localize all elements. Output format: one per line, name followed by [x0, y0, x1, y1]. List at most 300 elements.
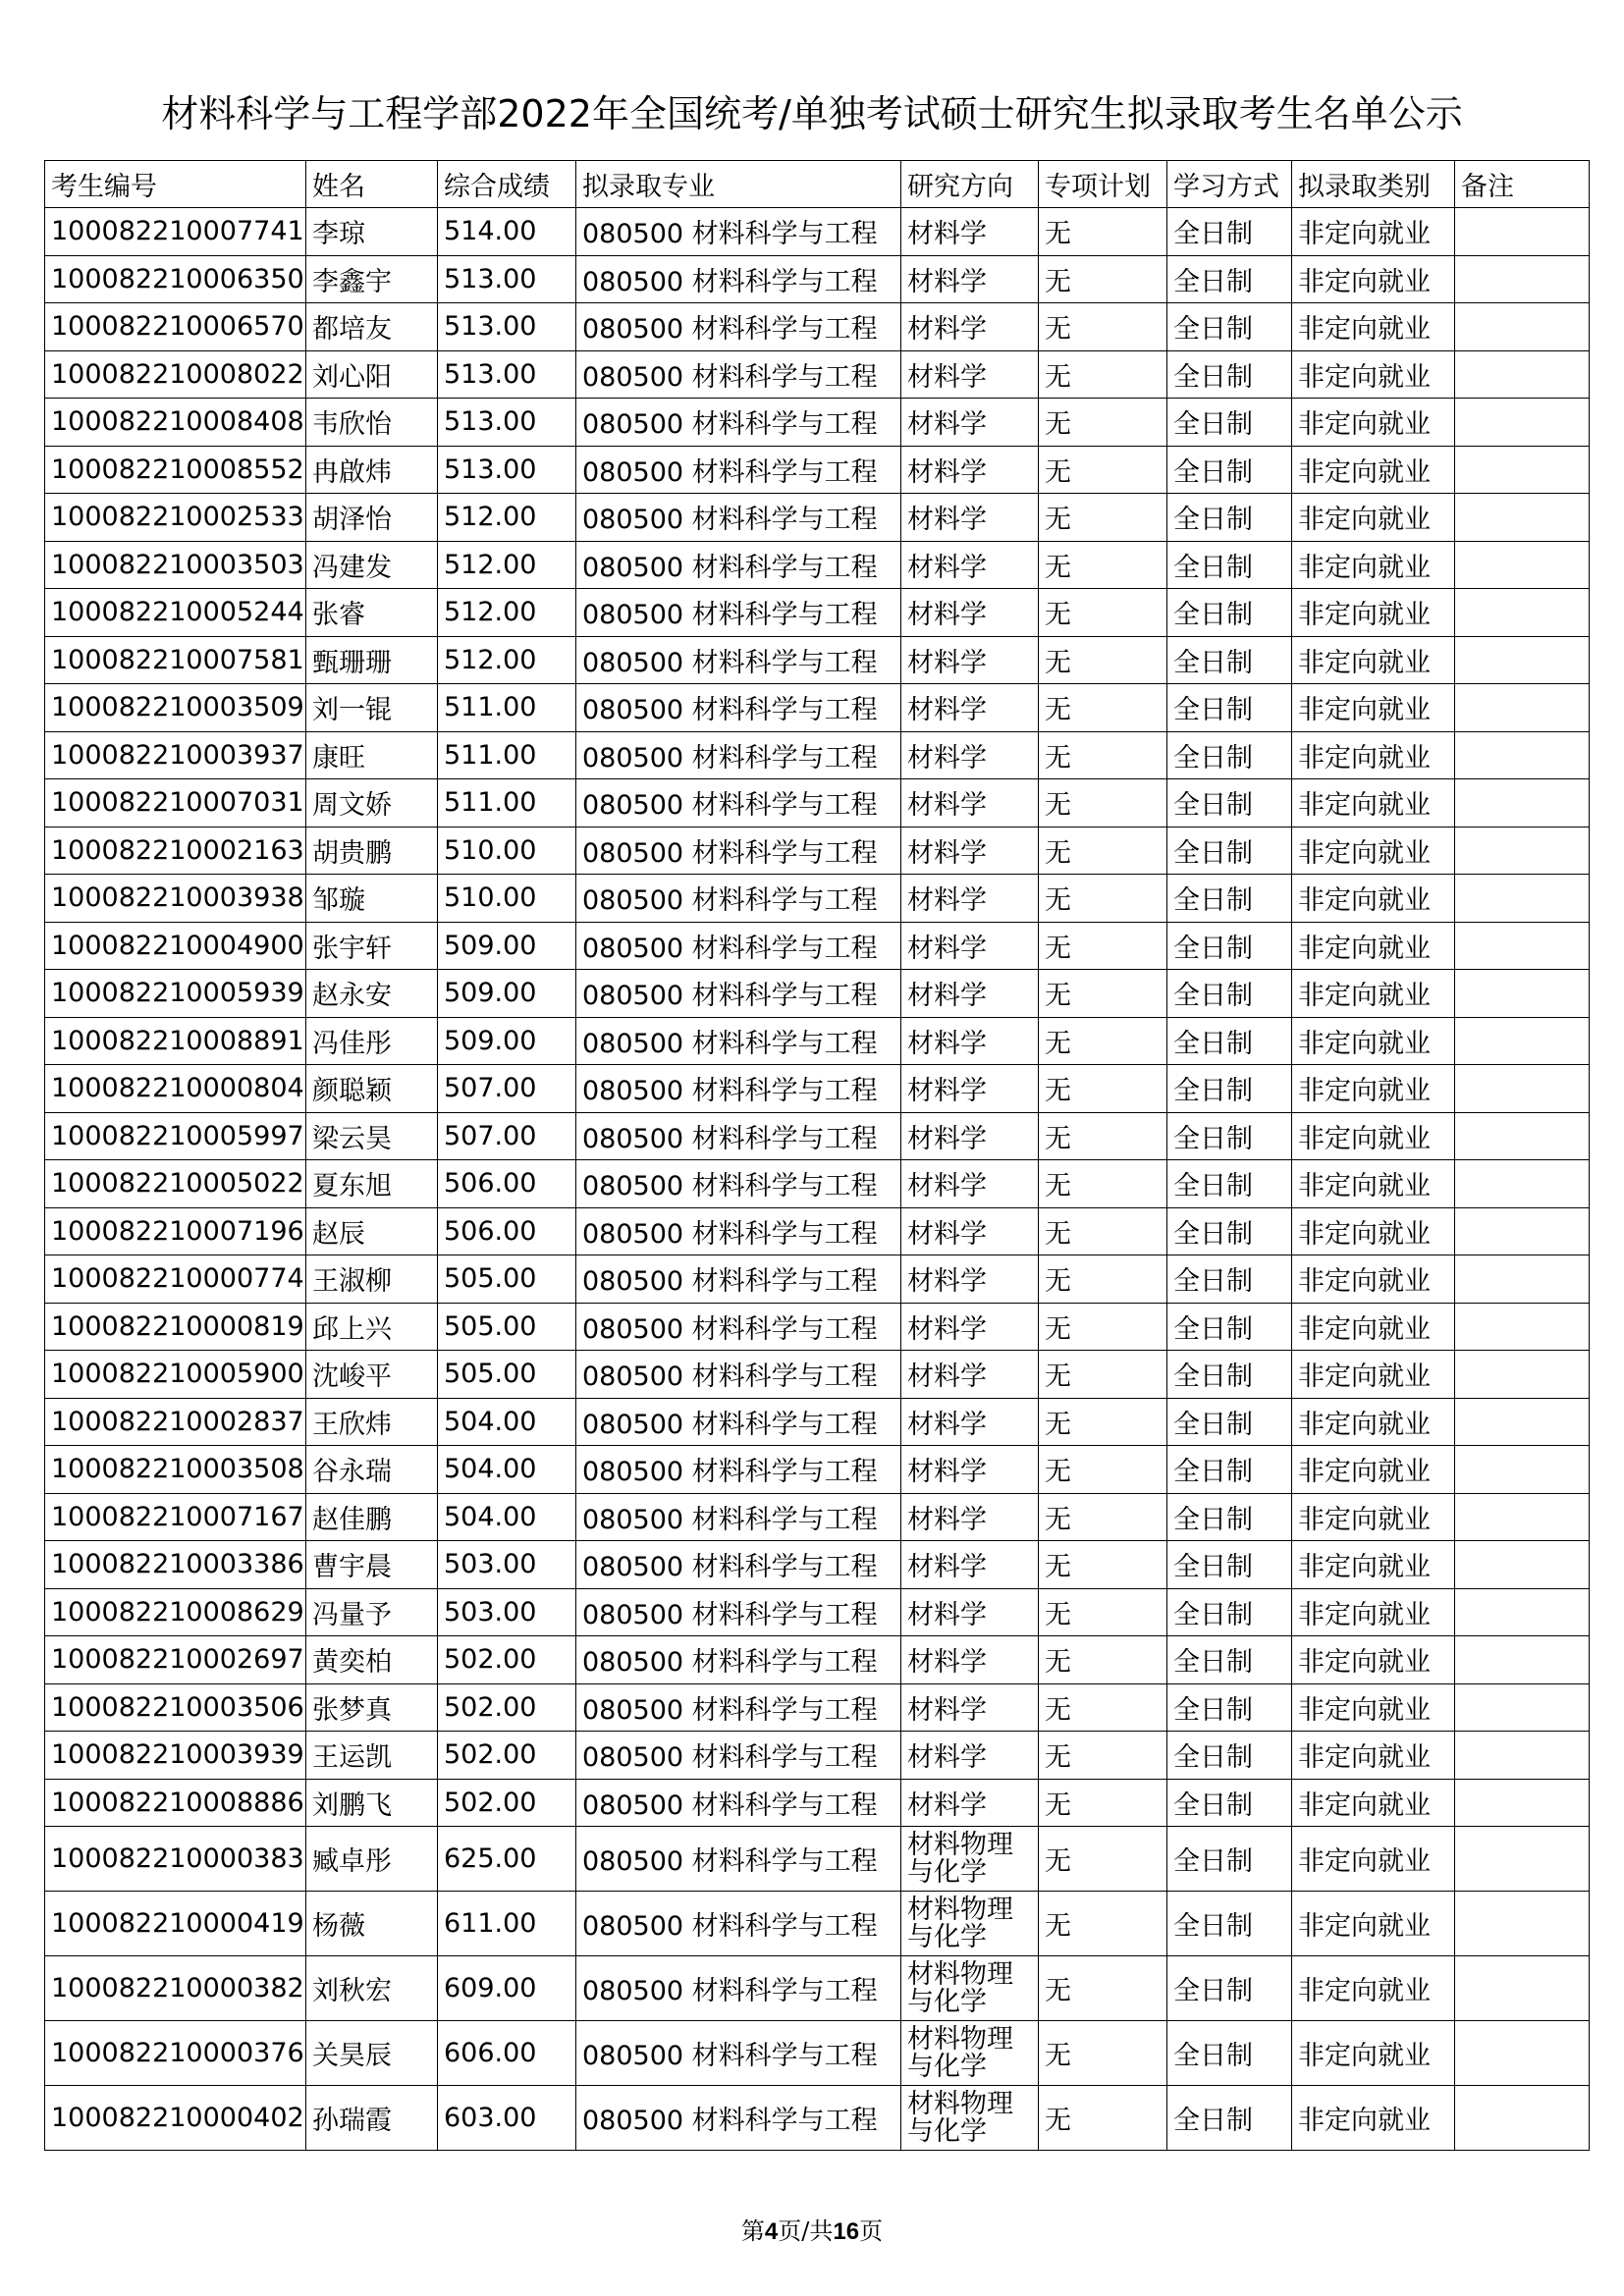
- table-row: [45, 827, 1590, 875]
- cell-study-mode: 全日制: [1167, 636, 1292, 684]
- cell-name: 张梦真: [306, 1683, 438, 1732]
- cell-score: 502.00: [438, 1636, 576, 1684]
- cell-name: 张睿: [306, 589, 438, 637]
- cell-name: 关昊辰: [306, 2021, 438, 2086]
- cell-major: 080500 材料科学与工程: [576, 1446, 901, 1494]
- cell-special-plan: 无: [1039, 970, 1167, 1018]
- cell-score: 510.00: [438, 827, 576, 875]
- cell-special-plan: 无: [1039, 636, 1167, 684]
- cell-category: 非定向就业: [1292, 2021, 1455, 2086]
- cell-score: 514.00: [438, 208, 576, 256]
- cell-name: 刘鹏飞: [306, 1779, 438, 1827]
- cell-candidate-id: 100082210007031: [45, 779, 306, 828]
- table-row: [45, 255, 1590, 303]
- table-row: [45, 1112, 1590, 1160]
- cell-major: 080500 材料科学与工程: [576, 970, 901, 1018]
- cell-note: [1455, 494, 1590, 542]
- table-row: [45, 731, 1590, 779]
- table-row: [45, 636, 1590, 684]
- table-row: [45, 2021, 1590, 2086]
- cell-special-plan: 无: [1039, 2086, 1167, 2151]
- cell-candidate-id: 100082210007196: [45, 1207, 306, 1255]
- cell-study-mode: 全日制: [1167, 1351, 1292, 1399]
- cell-candidate-id: 100082210008552: [45, 446, 306, 494]
- cell-study-mode: 全日制: [1167, 255, 1292, 303]
- cell-name: 刘一锟: [306, 684, 438, 732]
- cell-study-mode: 全日制: [1167, 2021, 1292, 2086]
- cell-major: 080500 材料科学与工程: [576, 779, 901, 828]
- cell-category: 非定向就业: [1292, 636, 1455, 684]
- cell-candidate-id: 100082210003386: [45, 1541, 306, 1589]
- cell-study-mode: 全日制: [1167, 350, 1292, 399]
- cell-direction: 材料学: [901, 636, 1039, 684]
- cell-note: [1455, 1160, 1590, 1208]
- cell-category: 非定向就业: [1292, 1160, 1455, 1208]
- cell-candidate-id: 100082210002163: [45, 827, 306, 875]
- cell-special-plan: 无: [1039, 1255, 1167, 1304]
- cell-note: [1455, 1493, 1590, 1541]
- cell-category: 非定向就业: [1292, 1683, 1455, 1732]
- cell-study-mode: 全日制: [1167, 875, 1292, 923]
- cell-special-plan: 无: [1039, 1398, 1167, 1446]
- cell-study-mode: 全日制: [1167, 1779, 1292, 1827]
- cell-study-mode: 全日制: [1167, 1493, 1292, 1541]
- cell-special-plan: 无: [1039, 446, 1167, 494]
- cell-major: 080500 材料科学与工程: [576, 1255, 901, 1304]
- cell-special-plan: 无: [1039, 541, 1167, 589]
- cell-category: 非定向就业: [1292, 1446, 1455, 1494]
- cell-candidate-id: 100082210003938: [45, 875, 306, 923]
- cell-study-mode: 全日制: [1167, 2086, 1292, 2151]
- cell-candidate-id: 100082210008886: [45, 1779, 306, 1827]
- cell-major: 080500 材料科学与工程: [576, 303, 901, 351]
- cell-study-mode: 全日制: [1167, 1588, 1292, 1636]
- cell-major: 080500 材料科学与工程: [576, 684, 901, 732]
- cell-special-plan: 无: [1039, 1493, 1167, 1541]
- cell-category: 非定向就业: [1292, 1112, 1455, 1160]
- cell-score: 513.00: [438, 255, 576, 303]
- cell-special-plan: 无: [1039, 494, 1167, 542]
- cell-category: 非定向就业: [1292, 303, 1455, 351]
- cell-name: 胡泽怡: [306, 494, 438, 542]
- cell-special-plan: 无: [1039, 1112, 1167, 1160]
- cell-note: [1455, 731, 1590, 779]
- cell-candidate-id: 100082210008022: [45, 350, 306, 399]
- table-row: [45, 1636, 1590, 1684]
- cell-category: 非定向就业: [1292, 1351, 1455, 1399]
- admission-table: [44, 160, 1590, 2151]
- cell-name: 王欣炜: [306, 1398, 438, 1446]
- cell-study-mode: 全日制: [1167, 208, 1292, 256]
- cell-major: 080500 材料科学与工程: [576, 589, 901, 637]
- cell-score: 513.00: [438, 350, 576, 399]
- cell-candidate-id: 100082210003937: [45, 731, 306, 779]
- cell-category: 非定向就业: [1292, 1207, 1455, 1255]
- cell-direction: 材料学: [901, 1112, 1039, 1160]
- cell-score: 513.00: [438, 446, 576, 494]
- cell-name: 都培友: [306, 303, 438, 351]
- cell-score: 505.00: [438, 1255, 576, 1304]
- cell-major: 080500 材料科学与工程: [576, 827, 901, 875]
- cell-major: 080500 材料科学与工程: [576, 1493, 901, 1541]
- cell-candidate-id: 100082210003503: [45, 541, 306, 589]
- cell-category: 非定向就业: [1292, 1398, 1455, 1446]
- cell-study-mode: 全日制: [1167, 446, 1292, 494]
- cell-name: 邱上兴: [306, 1303, 438, 1351]
- table-row: [45, 779, 1590, 828]
- cell-special-plan: 无: [1039, 875, 1167, 923]
- page-title: 材料科学与工程学部2022年全国统考/单独考试硕士研究生拟录取考生名单公示: [161, 92, 1463, 135]
- cell-candidate-id: 100082210008629: [45, 1588, 306, 1636]
- cell-score: 506.00: [438, 1207, 576, 1255]
- cell-note: [1455, 399, 1590, 447]
- cell-direction: 材料学: [901, 1160, 1039, 1208]
- cell-direction: 材料学: [901, 1303, 1039, 1351]
- cell-name: 曹宇晨: [306, 1541, 438, 1589]
- column-header-note: 备注: [1455, 161, 1590, 208]
- cell-category: 非定向就业: [1292, 970, 1455, 1018]
- cell-direction: 材料学: [901, 303, 1039, 351]
- cell-note: [1455, 1732, 1590, 1780]
- cell-direction: 材料学: [901, 399, 1039, 447]
- cell-score: 606.00: [438, 2021, 576, 2086]
- cell-major: 080500 材料科学与工程: [576, 1303, 901, 1351]
- cell-category: 非定向就业: [1292, 1255, 1455, 1304]
- cell-score: 609.00: [438, 1956, 576, 2021]
- table-row: [45, 1446, 1590, 1494]
- table-row: [45, 1732, 1590, 1780]
- cell-candidate-id: 100082210007741: [45, 208, 306, 256]
- cell-special-plan: 无: [1039, 1956, 1167, 2021]
- cell-study-mode: 全日制: [1167, 1398, 1292, 1446]
- header-row: [45, 161, 1590, 208]
- cell-note: [1455, 2086, 1590, 2151]
- cell-special-plan: 无: [1039, 1683, 1167, 1732]
- cell-study-mode: 全日制: [1167, 1636, 1292, 1684]
- cell-score: 502.00: [438, 1683, 576, 1732]
- cell-name: 冯佳彤: [306, 1017, 438, 1065]
- cell-special-plan: 无: [1039, 255, 1167, 303]
- cell-study-mode: 全日制: [1167, 399, 1292, 447]
- cell-direction: 材料学: [901, 208, 1039, 256]
- cell-name: 梁云昊: [306, 1112, 438, 1160]
- cell-major: 080500 材料科学与工程: [576, 350, 901, 399]
- cell-study-mode: 全日制: [1167, 970, 1292, 1018]
- cell-special-plan: 无: [1039, 1017, 1167, 1065]
- cell-name: 邹璇: [306, 875, 438, 923]
- cell-direction: 材料学: [901, 255, 1039, 303]
- cell-note: [1455, 1683, 1590, 1732]
- cell-special-plan: 无: [1039, 1207, 1167, 1255]
- table-row: [45, 875, 1590, 923]
- cell-candidate-id: 100082210002533: [45, 494, 306, 542]
- cell-score: 503.00: [438, 1588, 576, 1636]
- cell-category: 非定向就业: [1292, 684, 1455, 732]
- cell-major: 080500 材料科学与工程: [576, 2021, 901, 2086]
- cell-note: [1455, 541, 1590, 589]
- cell-candidate-id: 100082210000402: [45, 2086, 306, 2151]
- cell-note: [1455, 684, 1590, 732]
- cell-major: 080500 材料科学与工程: [576, 1541, 901, 1589]
- table-row: [45, 1541, 1590, 1589]
- cell-candidate-id: 100082210005244: [45, 589, 306, 637]
- cell-note: [1455, 1398, 1590, 1446]
- footer-total-pages: 16: [833, 2218, 860, 2245]
- cell-candidate-id: 100082210000382: [45, 1956, 306, 2021]
- cell-study-mode: 全日制: [1167, 303, 1292, 351]
- cell-category: 非定向就业: [1292, 1588, 1455, 1636]
- table-row: [45, 970, 1590, 1018]
- table-row: [45, 1065, 1590, 1113]
- table-row: [45, 589, 1590, 637]
- cell-special-plan: 无: [1039, 1541, 1167, 1589]
- cell-note: [1455, 827, 1590, 875]
- cell-direction: 材料学: [901, 779, 1039, 828]
- cell-candidate-id: 100082210000419: [45, 1892, 306, 1956]
- cell-score: 505.00: [438, 1351, 576, 1399]
- cell-name: 李琼: [306, 208, 438, 256]
- table-row: [45, 494, 1590, 542]
- table-row: [45, 1207, 1590, 1255]
- table-row: [45, 541, 1590, 589]
- footer-prefix: 第: [740, 2217, 765, 2245]
- cell-category: 非定向就业: [1292, 1636, 1455, 1684]
- cell-score: 512.00: [438, 494, 576, 542]
- cell-name: 胡贵鹏: [306, 827, 438, 875]
- cell-note: [1455, 875, 1590, 923]
- cell-major: 080500 材料科学与工程: [576, 636, 901, 684]
- cell-name: 谷永瑞: [306, 1446, 438, 1494]
- cell-name: 臧卓彤: [306, 1827, 438, 1892]
- cell-direction: 材料学: [901, 1588, 1039, 1636]
- cell-candidate-id: 100082210008891: [45, 1017, 306, 1065]
- cell-candidate-id: 100082210003506: [45, 1683, 306, 1732]
- cell-name: 王淑柳: [306, 1255, 438, 1304]
- cell-category: 非定向就业: [1292, 922, 1455, 970]
- cell-major: 080500 材料科学与工程: [576, 1398, 901, 1446]
- cell-study-mode: 全日制: [1167, 684, 1292, 732]
- table-row: [45, 1017, 1590, 1065]
- cell-major: 080500 材料科学与工程: [576, 541, 901, 589]
- cell-note: [1455, 922, 1590, 970]
- cell-score: 512.00: [438, 589, 576, 637]
- cell-major: 080500 材料科学与工程: [576, 494, 901, 542]
- cell-category: 非定向就业: [1292, 446, 1455, 494]
- cell-candidate-id: 100082210007581: [45, 636, 306, 684]
- cell-direction: 材料学: [901, 350, 1039, 399]
- cell-major: 080500 材料科学与工程: [576, 1207, 901, 1255]
- cell-study-mode: 全日制: [1167, 494, 1292, 542]
- cell-category: 非定向就业: [1292, 208, 1455, 256]
- cell-study-mode: 全日制: [1167, 1827, 1292, 1892]
- cell-score: 511.00: [438, 779, 576, 828]
- cell-score: 512.00: [438, 541, 576, 589]
- cell-score: 513.00: [438, 303, 576, 351]
- column-header-category: 拟录取类别: [1292, 161, 1455, 208]
- cell-category: 非定向就业: [1292, 541, 1455, 589]
- cell-category: 非定向就业: [1292, 1303, 1455, 1351]
- cell-major: 080500 材料科学与工程: [576, 1636, 901, 1684]
- cell-special-plan: 无: [1039, 1160, 1167, 1208]
- cell-score: 503.00: [438, 1541, 576, 1589]
- cell-candidate-id: 100082210008408: [45, 399, 306, 447]
- cell-score: 507.00: [438, 1112, 576, 1160]
- cell-name: 康旺: [306, 731, 438, 779]
- cell-candidate-id: 100082210003939: [45, 1732, 306, 1780]
- cell-major: 080500 材料科学与工程: [576, 1683, 901, 1732]
- table-body: [45, 208, 1590, 2151]
- column-header-id: 考生编号: [45, 161, 306, 208]
- cell-direction: 材料学: [901, 1065, 1039, 1113]
- cell-candidate-id: 100082210003508: [45, 1446, 306, 1494]
- cell-direction: 材料学: [901, 922, 1039, 970]
- cell-study-mode: 全日制: [1167, 1017, 1292, 1065]
- table-row: [45, 399, 1590, 447]
- cell-score: 502.00: [438, 1732, 576, 1780]
- cell-study-mode: 全日制: [1167, 1207, 1292, 1255]
- cell-direction: 材料物理与化学: [901, 1892, 1039, 1956]
- cell-candidate-id: 100082210005997: [45, 1112, 306, 1160]
- cell-category: 非定向就业: [1292, 255, 1455, 303]
- cell-direction: 材料学: [901, 875, 1039, 923]
- cell-note: [1455, 303, 1590, 351]
- cell-name: 刘心阳: [306, 350, 438, 399]
- table-row: [45, 1683, 1590, 1732]
- cell-candidate-id: 100082210002837: [45, 1398, 306, 1446]
- cell-major: 080500 材料科学与工程: [576, 1827, 901, 1892]
- cell-name: 赵辰: [306, 1207, 438, 1255]
- table-row: [45, 1956, 1590, 2021]
- cell-special-plan: 无: [1039, 731, 1167, 779]
- cell-note: [1455, 255, 1590, 303]
- cell-special-plan: 无: [1039, 1065, 1167, 1113]
- cell-candidate-id: 100082210000804: [45, 1065, 306, 1113]
- cell-category: 非定向就业: [1292, 1779, 1455, 1827]
- cell-name: 赵永安: [306, 970, 438, 1018]
- cell-note: [1455, 1446, 1590, 1494]
- cell-candidate-id: 100082210005900: [45, 1351, 306, 1399]
- table-row: [45, 2086, 1590, 2151]
- cell-note: [1455, 1541, 1590, 1589]
- cell-direction: 材料学: [901, 589, 1039, 637]
- cell-direction: 材料学: [901, 684, 1039, 732]
- cell-major: 080500 材料科学与工程: [576, 208, 901, 256]
- cell-note: [1455, 208, 1590, 256]
- cell-candidate-id: 100082210003509: [45, 684, 306, 732]
- column-header-mode: 学习方式: [1167, 161, 1292, 208]
- cell-direction: 材料学: [901, 1446, 1039, 1494]
- cell-category: 非定向就业: [1292, 589, 1455, 637]
- cell-note: [1455, 2021, 1590, 2086]
- cell-study-mode: 全日制: [1167, 1956, 1292, 2021]
- cell-major: 080500 材料科学与工程: [576, 1065, 901, 1113]
- cell-candidate-id: 100082210005939: [45, 970, 306, 1018]
- cell-special-plan: 无: [1039, 1446, 1167, 1494]
- cell-candidate-id: 100082210006350: [45, 255, 306, 303]
- cell-major: 080500 材料科学与工程: [576, 255, 901, 303]
- cell-major: 080500 材料科学与工程: [576, 1588, 901, 1636]
- cell-score: 509.00: [438, 922, 576, 970]
- cell-special-plan: 无: [1039, 827, 1167, 875]
- cell-major: 080500 材料科学与工程: [576, 1112, 901, 1160]
- cell-category: 非定向就业: [1292, 1541, 1455, 1589]
- cell-score: 504.00: [438, 1398, 576, 1446]
- table-row: [45, 1398, 1590, 1446]
- cell-candidate-id: 100082210007167: [45, 1493, 306, 1541]
- cell-study-mode: 全日制: [1167, 1892, 1292, 1956]
- cell-direction: 材料物理与化学: [901, 1956, 1039, 2021]
- cell-study-mode: 全日制: [1167, 1160, 1292, 1208]
- cell-study-mode: 全日制: [1167, 541, 1292, 589]
- cell-score: 510.00: [438, 875, 576, 923]
- cell-study-mode: 全日制: [1167, 1541, 1292, 1589]
- cell-candidate-id: 100082210000376: [45, 2021, 306, 2086]
- cell-direction: 材料物理与化学: [901, 2021, 1039, 2086]
- cell-note: [1455, 350, 1590, 399]
- cell-score: 512.00: [438, 636, 576, 684]
- cell-candidate-id: 100082210005022: [45, 1160, 306, 1208]
- cell-name: 沈峻平: [306, 1351, 438, 1399]
- table-row: [45, 1588, 1590, 1636]
- cell-note: [1455, 589, 1590, 637]
- cell-major: 080500 材料科学与工程: [576, 1017, 901, 1065]
- cell-major: 080500 材料科学与工程: [576, 1892, 901, 1956]
- cell-major: 080500 材料科学与工程: [576, 1732, 901, 1780]
- cell-candidate-id: 100082210006570: [45, 303, 306, 351]
- cell-direction: 材料学: [901, 827, 1039, 875]
- cell-major: 080500 材料科学与工程: [576, 446, 901, 494]
- cell-study-mode: 全日制: [1167, 1683, 1292, 1732]
- cell-category: 非定向就业: [1292, 1065, 1455, 1113]
- cell-score: 513.00: [438, 399, 576, 447]
- cell-note: [1455, 1065, 1590, 1113]
- cell-direction: 材料学: [901, 1351, 1039, 1399]
- cell-score: 603.00: [438, 2086, 576, 2151]
- cell-name: 孙瑞霞: [306, 2086, 438, 2151]
- table-row: [45, 1351, 1590, 1399]
- cell-name: 颜聪颖: [306, 1065, 438, 1113]
- cell-direction: 材料学: [901, 1017, 1039, 1065]
- cell-note: [1455, 1112, 1590, 1160]
- cell-study-mode: 全日制: [1167, 731, 1292, 779]
- cell-special-plan: 无: [1039, 1779, 1167, 1827]
- cell-note: [1455, 446, 1590, 494]
- cell-note: [1455, 1779, 1590, 1827]
- cell-direction: 材料学: [901, 494, 1039, 542]
- footer-page-number: 4: [764, 2218, 779, 2245]
- cell-name: 冉啟炜: [306, 446, 438, 494]
- cell-major: 080500 材料科学与工程: [576, 399, 901, 447]
- cell-name: 周文娇: [306, 779, 438, 828]
- table-row: [45, 1255, 1590, 1304]
- column-header-name: 姓名: [306, 161, 438, 208]
- table-row: [45, 684, 1590, 732]
- cell-score: 511.00: [438, 684, 576, 732]
- cell-special-plan: 无: [1039, 350, 1167, 399]
- cell-direction: 材料物理与化学: [901, 2086, 1039, 2151]
- cell-direction: 材料学: [901, 1683, 1039, 1732]
- cell-direction: 材料物理与化学: [901, 1827, 1039, 1892]
- table-row: [45, 350, 1590, 399]
- footer-suffix: 页: [859, 2217, 884, 2245]
- cell-note: [1455, 1017, 1590, 1065]
- cell-special-plan: 无: [1039, 779, 1167, 828]
- cell-name: 李鑫宇: [306, 255, 438, 303]
- cell-note: [1455, 1207, 1590, 1255]
- cell-name: 甄珊珊: [306, 636, 438, 684]
- cell-direction: 材料学: [901, 1493, 1039, 1541]
- cell-special-plan: 无: [1039, 1588, 1167, 1636]
